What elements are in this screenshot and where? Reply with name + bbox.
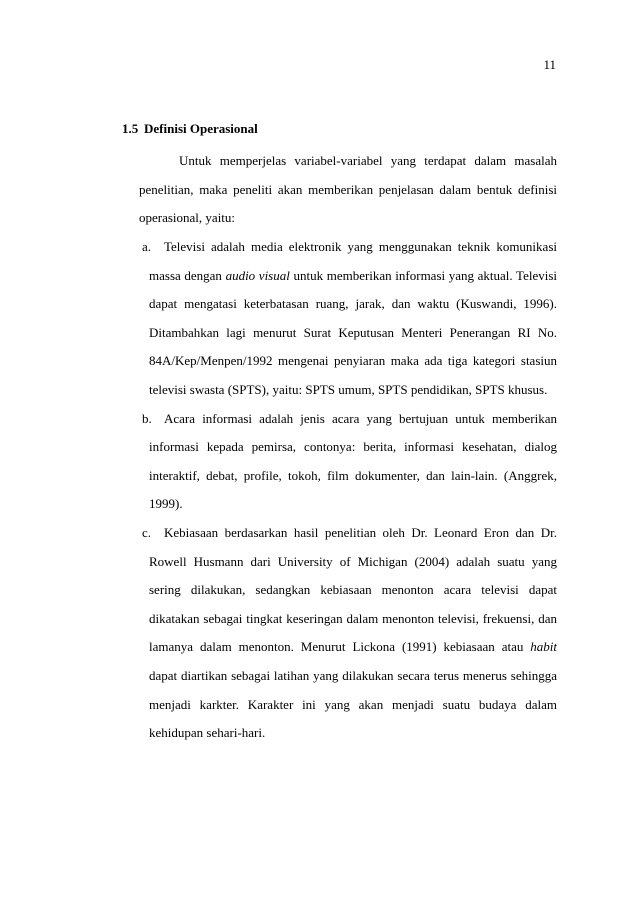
italic-term: audio visual (225, 267, 290, 283)
section-title: Definisi Operasional (144, 121, 258, 136)
definition-list (139, 233, 557, 748)
definition-text-part: dapat diartikan sebagai latihan yang dilakukan secara terus menerus sehingga menjadi karkter. Karakter ini yang akan menjadi suatu budaya dalam kehidupan sehari-hari. (149, 667, 557, 741)
definition-text (149, 519, 557, 748)
list-marker: a. (142, 239, 152, 254)
italic-term: habit (530, 639, 557, 655)
definition-item-c (139, 519, 557, 748)
definition-item-a (139, 233, 557, 405)
definition-text-part: Televisi adalah media elektronik yang menggunakan teknik komunikasi massa dengan (149, 239, 557, 283)
definition-text-part: Kebiasaan berdasarkan hasil penelitian oleh Dr. Leonard Eron dan Dr. Rowell Husmann dari University of Michigan (2004) adalah suatu yang sering dilakukan, sedangkan kebiasaan menonton acara televisi dapat dikatakan sebagai tingkat keseringan dalam menonton televisi, frekuensi, dan lamanya dalam menonton. Menurut Lickona (1991) kebiasaan atau (149, 524, 557, 655)
intro-paragraph: Untuk memperjelas variabel-variabel yang terdapat dalam masalah penelitian, maka peneliti akan memberikan penjelasan dalam bentuk definisi operasional, yaitu: (139, 153, 557, 226)
section-heading (122, 119, 258, 139)
definition-text (149, 405, 557, 519)
page-number: 11 (543, 57, 556, 72)
definition-text (149, 233, 557, 405)
list-marker: b. (142, 410, 152, 426)
definition-item-b (139, 405, 557, 519)
definition-text-part: untuk memberikan informasi yang aktual. Televisi dapat mengatasi keterbatasan ruang, jarak, dan waktu (Kuswandi, 1996). Ditambahkan lagi menurut Surat Keputusan Menteri Penerangan RI No. 84A/Kep/Menpen/1992 mengenai penyiaran maka ada tiga kategori stasiun televisi swasta (SPTS), yaitu: SPTS umum, SPTS pendidikan, SPTS khusus. (149, 267, 558, 397)
definition-text-part: Acara informasi adalah jenis acara yang bertujuan untuk memberikan informasi kepada pemirsa, contonya: berita, informasi kesehatan, dialog interaktif, debat, profile, tokoh, film dokumenter, dan lain-lain. (Anggrek, 1999). (149, 410, 557, 512)
list-marker: c. (142, 524, 152, 540)
section-number: 1.5 (122, 121, 139, 136)
